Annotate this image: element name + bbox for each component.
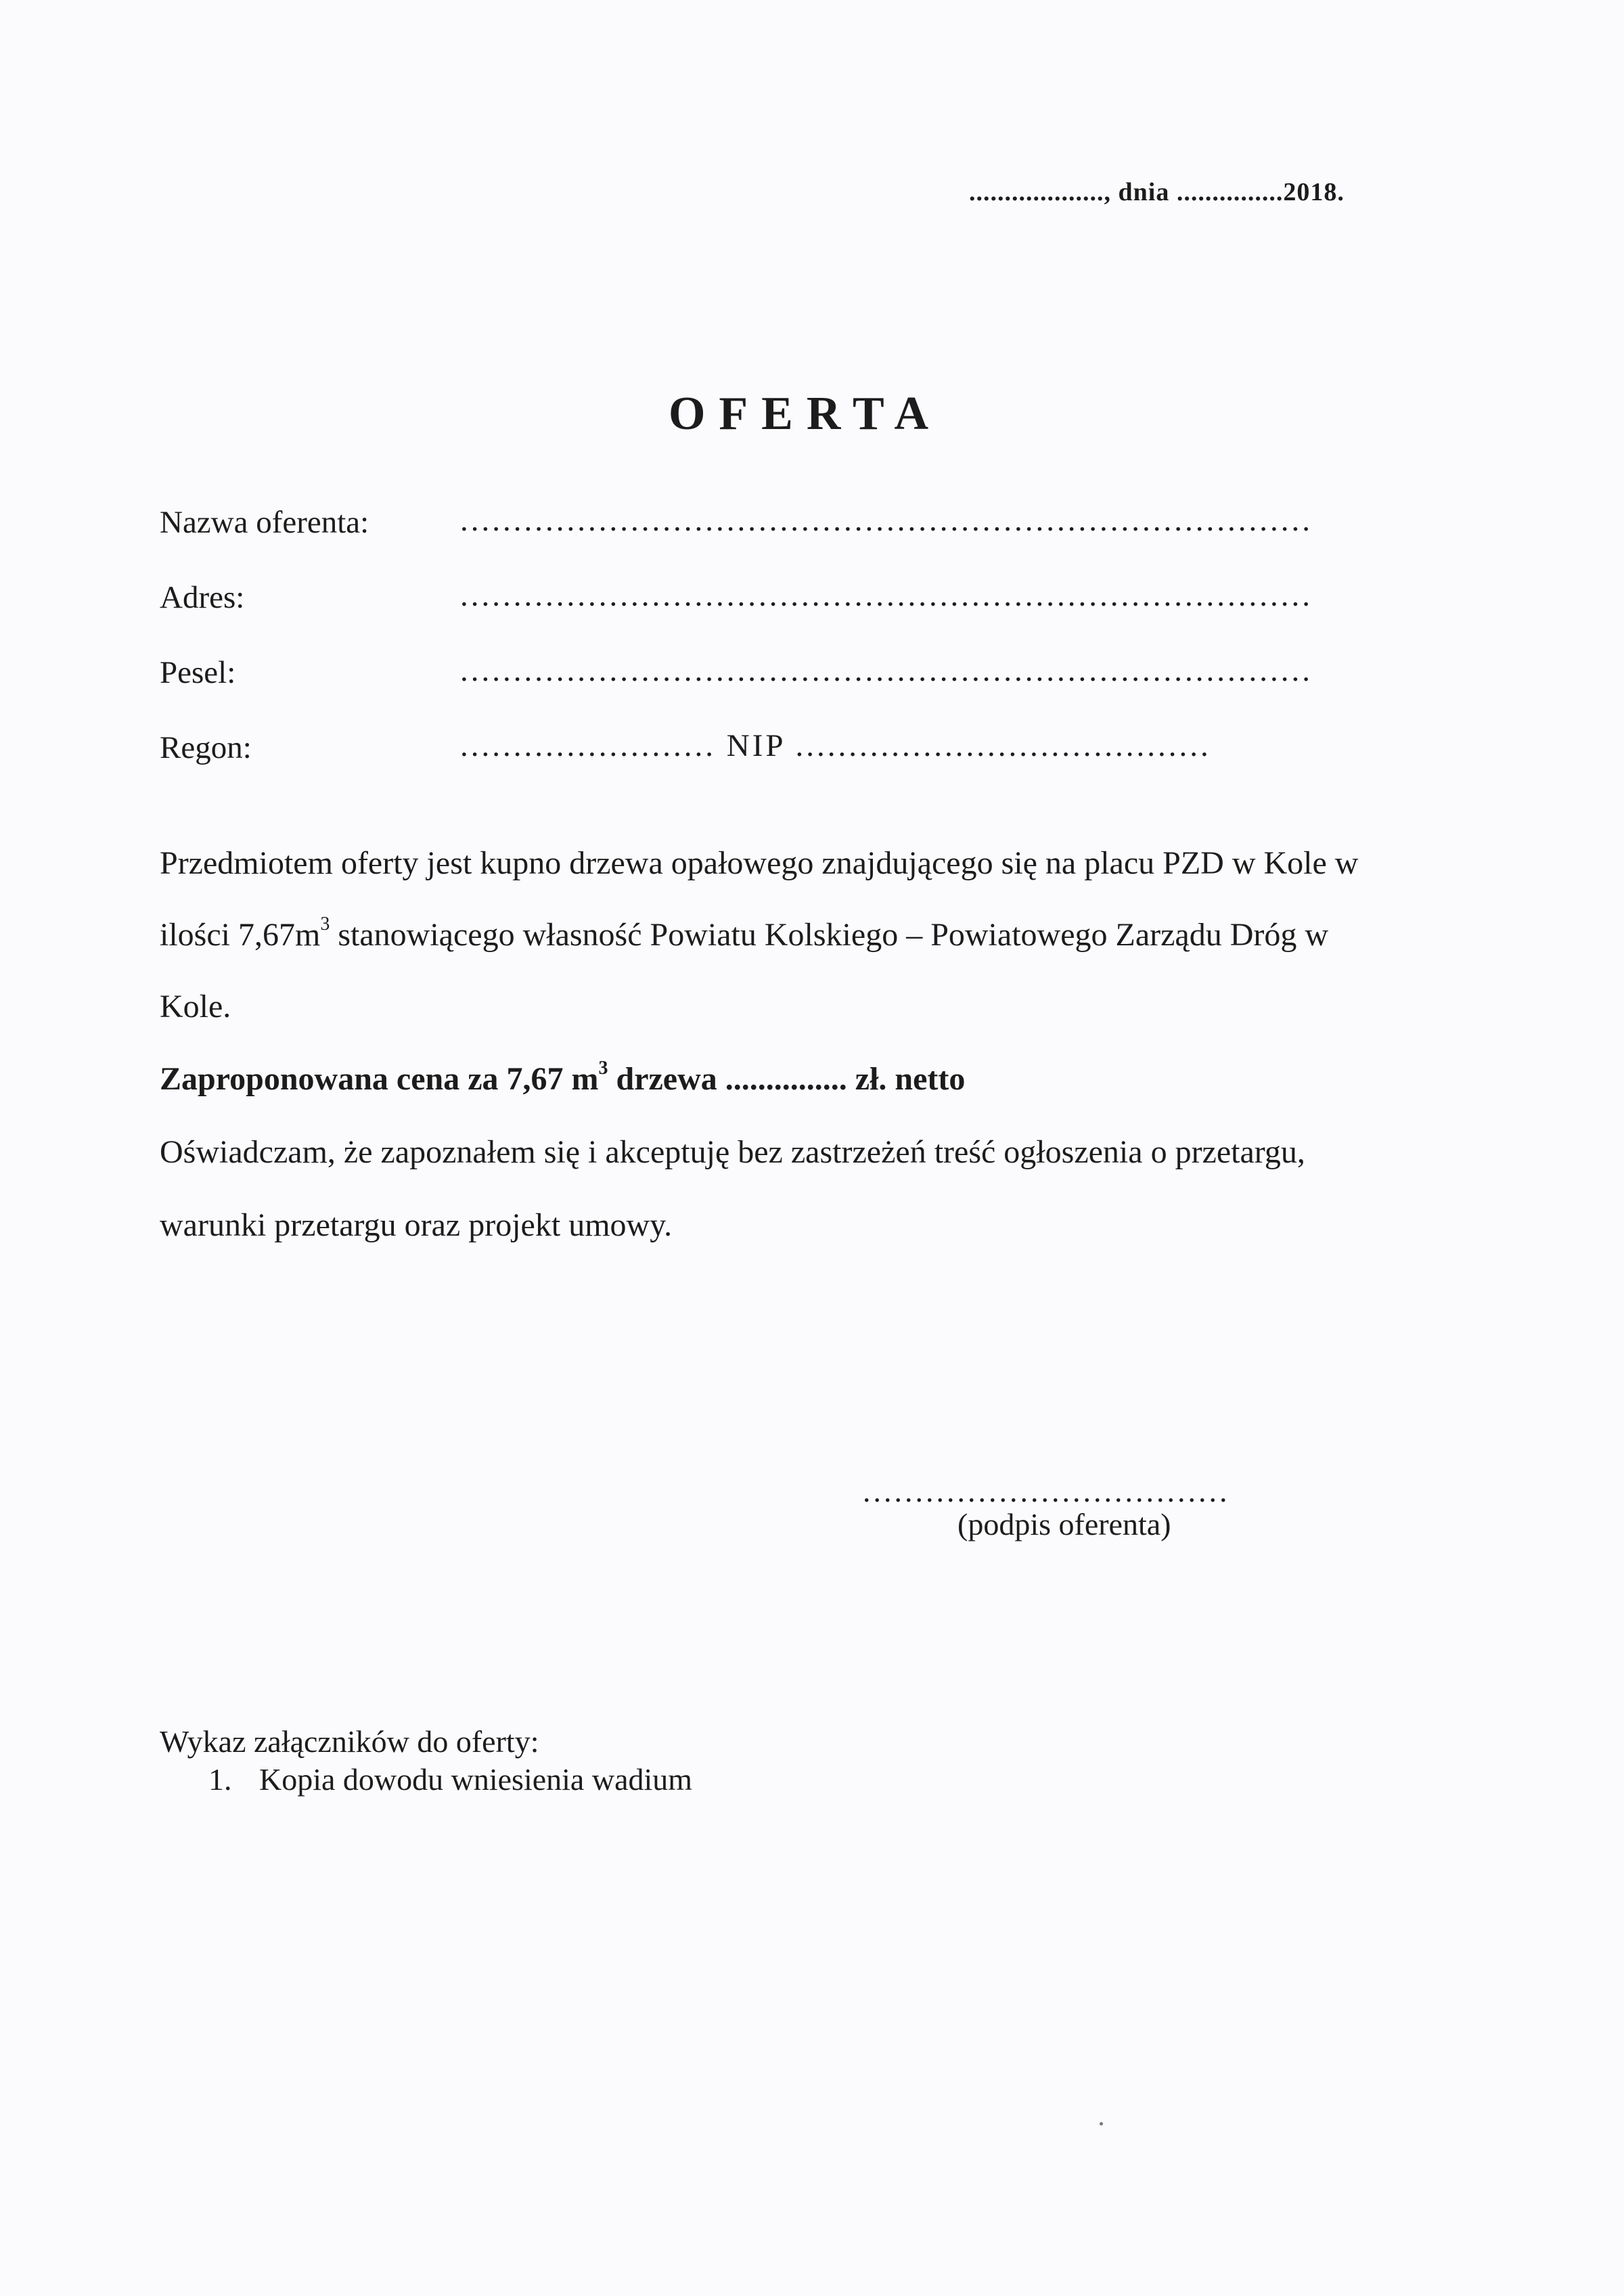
field-value-address: ................................................................................ bbox=[460, 578, 1313, 613]
field-label-address: Adres: bbox=[160, 580, 245, 615]
signature-dots: ................................... bbox=[863, 1474, 1230, 1508]
body-line-2 bbox=[160, 916, 1328, 953]
document-title: OFERTA bbox=[668, 388, 943, 440]
price-line-superscript: 3 bbox=[598, 1058, 608, 1079]
signature-label: (podpis oferenta) bbox=[957, 1507, 1171, 1541]
attachment-number: 1. bbox=[208, 1762, 232, 1797]
price-line bbox=[160, 1060, 965, 1098]
field-value-pesel: ................................................................................ bbox=[460, 653, 1313, 688]
field-value-name: ................................................................................ bbox=[460, 503, 1313, 538]
scan-speck bbox=[1100, 2122, 1103, 2125]
body-line-1: Przedmiotem oferty jest kupno drzewa opałowego znajdującego się na placu PZD w Kole w bbox=[160, 845, 1359, 881]
field-label-name: Nazwa oferenta: bbox=[160, 505, 369, 540]
field-value-regon-nip: ........................ NIP ....................................... bbox=[460, 728, 1211, 763]
attachment-text: Kopia dowodu wniesienia wadium bbox=[259, 1762, 693, 1797]
body-line-2-superscript: 3 bbox=[320, 914, 330, 935]
attachments-heading: Wykaz załączników do oferty: bbox=[160, 1724, 539, 1759]
field-label-pesel: Pesel: bbox=[160, 655, 236, 690]
field-label-regon: Regon: bbox=[160, 730, 252, 765]
price-line-start: Zaproponowana cena za 7,67 m bbox=[160, 1061, 599, 1097]
body-line-2-end: stanowiącego własność Powiatu Kolskiego – Powiatowego Zarządu Dróg w bbox=[330, 917, 1329, 953]
body-line-3: Kole. bbox=[160, 989, 231, 1025]
price-line-end: drzewa ............... zł. netto bbox=[608, 1061, 966, 1097]
declaration-line-2: warunki przetargu oraz projekt umowy. bbox=[160, 1207, 673, 1243]
declaration-line-1: Oświadczam, że zapoznałem się i akceptuję bez zastrzeżeń treść ogłoszenia o przetargu, bbox=[160, 1134, 1305, 1170]
date-line: ..................., dnia ...............2018. bbox=[969, 178, 1345, 206]
body-line-2-start: ilości 7,67m bbox=[160, 917, 321, 953]
